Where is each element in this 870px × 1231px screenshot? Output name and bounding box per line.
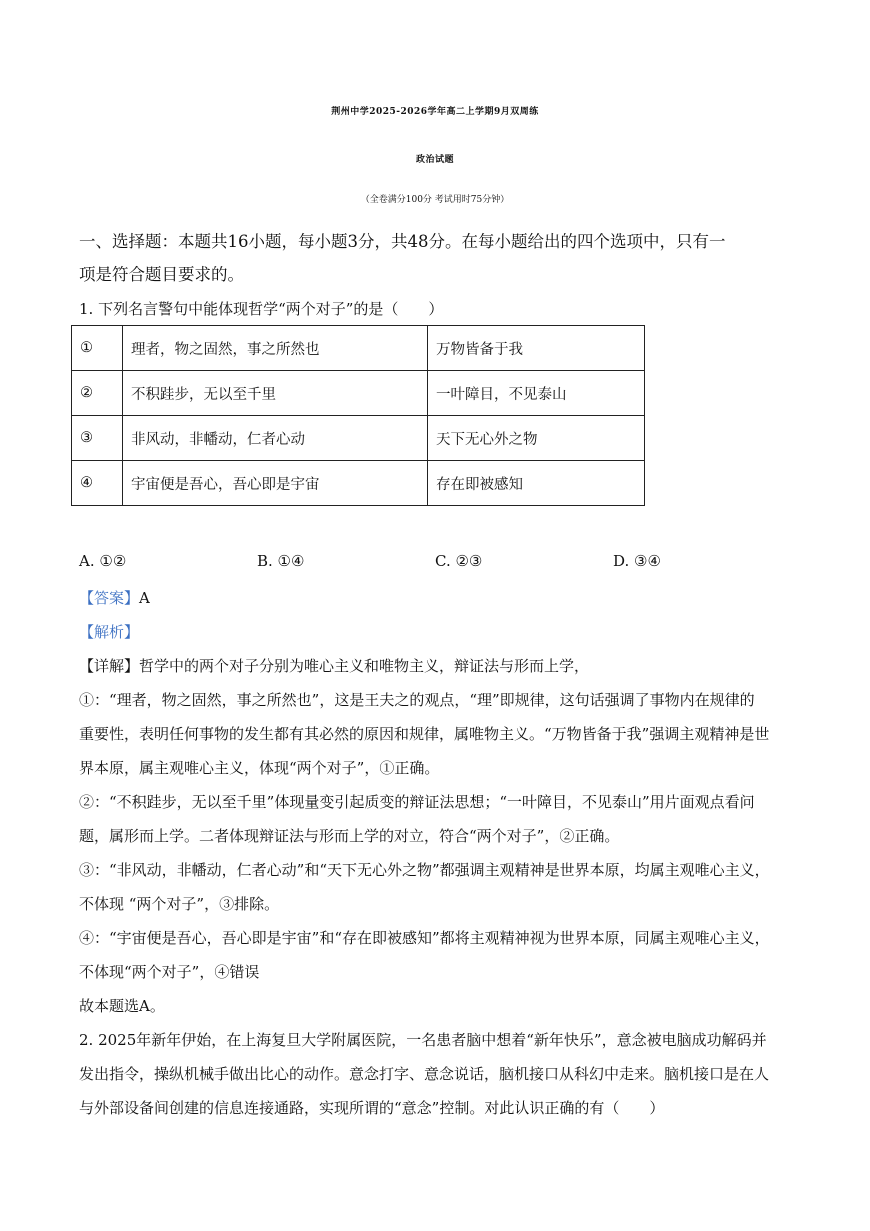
table-cell-num: ①	[72, 326, 123, 371]
table-cell-quote-b: 万物皆备于我	[428, 326, 645, 371]
detail-line: 题，属形而上学。二者体现辩证法与形而上学的对立，符合“两个对子”，②正确。	[79, 827, 620, 845]
detail-line: 不体现 “两个对子”，③排除。	[79, 895, 280, 913]
option-a: A. ①②	[79, 552, 127, 570]
detail-line: 重要性，表明任何事物的发生都有其必然的原因和规律，属唯物主义。“万物皆备于我”强调主观精神是世	[79, 725, 770, 743]
table-cell-quote-b: 一叶障目，不见泰山	[428, 371, 645, 416]
analysis-tag: 【解析】	[79, 623, 140, 641]
detail-line: ②：“不积跬步，无以至千里”体现量变引起质变的辩证法思想；“一叶障目，不见泰山”用片面观点看问	[79, 793, 755, 811]
table-row	[72, 326, 645, 371]
question-2-stem-cont: 发出指令，操纵机械手做出比心的动作。意念打字、意念说话，脑机接口从科幻中走来。脑机接口是在人	[79, 1065, 770, 1083]
table-row	[72, 416, 645, 461]
exam-subject-title: 政治试题	[415, 155, 454, 165]
section-heading: 一、选择题：本题共16小题，每小题3分，共48分。在每小题给出的四个选项中，只有一	[79, 232, 726, 251]
question-1-table	[71, 325, 645, 506]
detail-line: 【详解】哲学中的两个对子分别为唯心主义和唯物主义，辩证法与形而上学，	[79, 657, 590, 675]
option-b: B. ①④	[257, 552, 305, 570]
exam-info: （全卷满分100分 考试用时75分钟）	[360, 195, 510, 205]
option-d: D. ③④	[613, 552, 661, 570]
table-cell-quote-a: 不积跬步，无以至千里	[123, 371, 428, 416]
section-heading-cont: 项是符合题目要求的。	[79, 265, 244, 284]
table-row	[72, 461, 645, 506]
table-row	[72, 371, 645, 416]
table-cell-num: ④	[72, 461, 123, 506]
answer-tag: 【答案】	[79, 589, 140, 607]
detail-line: 界本原，属主观唯心主义，体现“两个对子”，①正确。	[79, 759, 440, 777]
answer-line	[79, 588, 150, 608]
table-cell-quote-b: 存在即被感知	[428, 461, 645, 506]
table-cell-quote-a: 宇宙便是吾心，吾心即是宇宙	[123, 461, 428, 506]
conclusion-line: 故本题选A。	[79, 997, 165, 1015]
table-cell-num: ③	[72, 416, 123, 461]
table-cell-num: ②	[72, 371, 123, 416]
table-cell-quote-a: 非风动，非幡动，仁者心动	[123, 416, 428, 461]
detail-line: ③：“非风动，非幡动，仁者心动”和“天下无心外之物”都强调主观精神是世界本原，均属主观唯心主义，	[79, 861, 770, 879]
exam-title: 荆州中学2025-2026学年高二上学期9月双周练	[331, 107, 539, 117]
question-2-stem-cont: 与外部设备间创建的信息连接通路，实现所谓的“意念”控制。对此认识正确的有（ ）	[79, 1099, 665, 1117]
option-c: C. ②③	[435, 552, 483, 570]
answer-value: A	[139, 589, 150, 607]
question-1-stem: 1. 下列名言警句中能体现哲学“两个对子”的是（ ）	[79, 300, 444, 318]
table-cell-quote-b: 天下无心外之物	[428, 416, 645, 461]
table-cell-quote-a: 理者，物之固然，事之所然也	[123, 326, 428, 371]
detail-line: 不体现“两个对子”，④错误	[79, 963, 260, 981]
question-2-stem: 2. 2025年新年伊始，在上海复旦大学附属医院，一名患者脑中想着“新年快乐”，意念被电脑成功解码并	[79, 1031, 767, 1049]
detail-line: ①：“理者，物之固然，事之所然也”，这是王夫之的观点，“理”即规律，这句话强调了事物内在规律的	[79, 691, 755, 709]
detail-line: ④：“宇宙便是吾心，吾心即是宇宙”和“存在即被感知”都将主观精神视为世界本原，同属主观唯心主义，	[79, 929, 770, 947]
